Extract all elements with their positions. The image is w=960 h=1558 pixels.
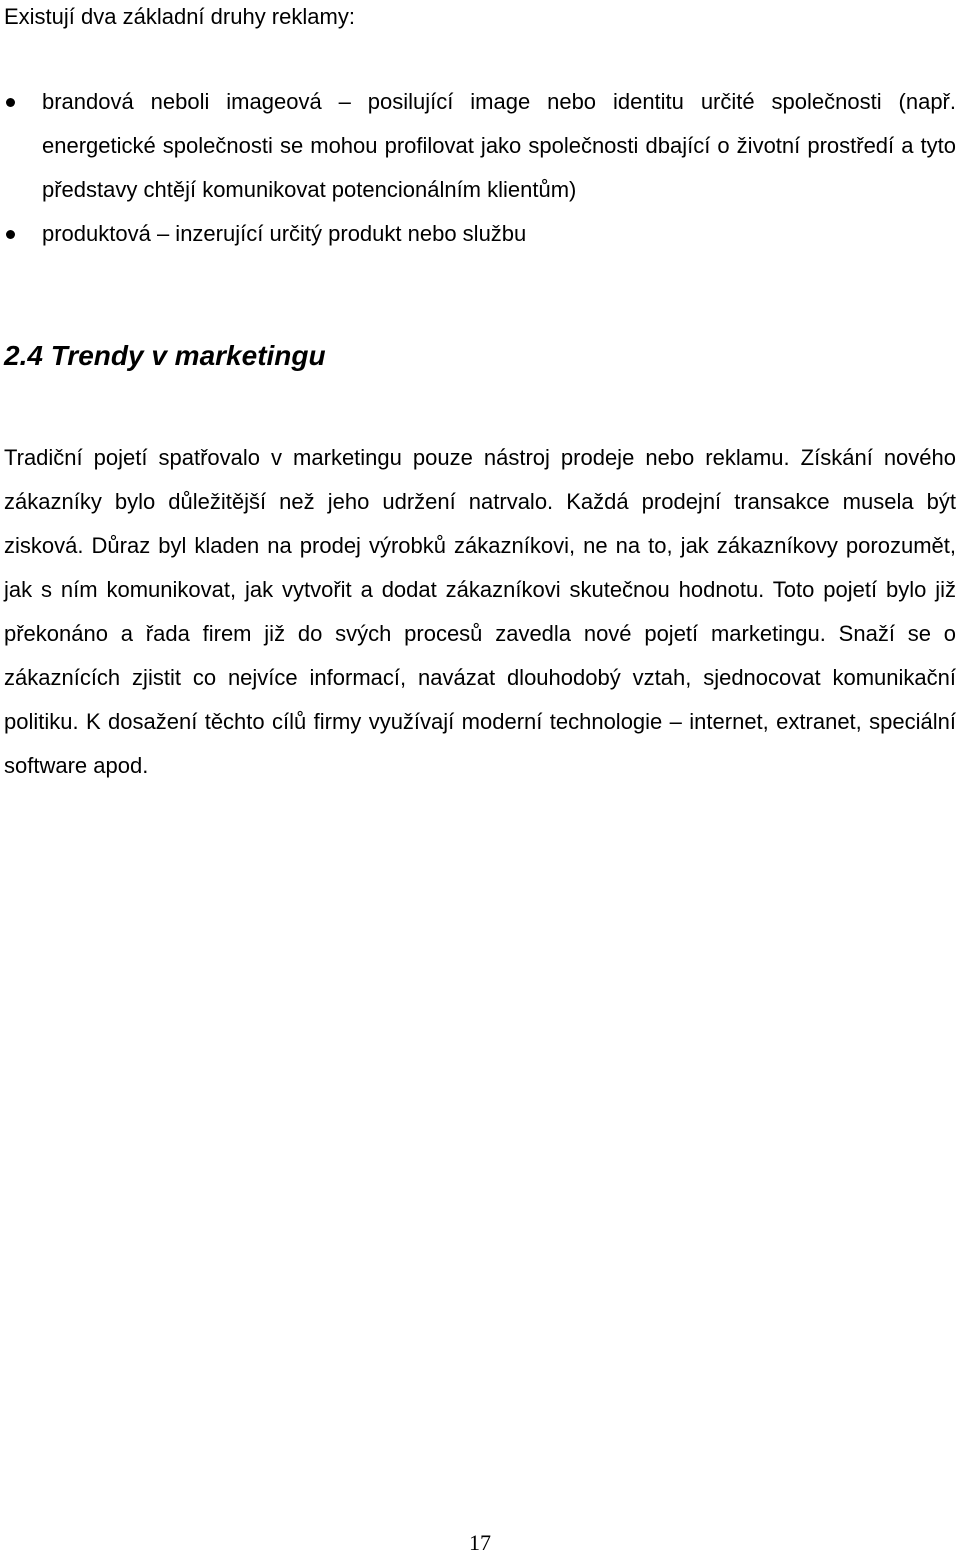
page-number: 17 — [469, 1530, 491, 1555]
list-item-product — [0, 212, 956, 256]
bullet-icon — [6, 230, 15, 239]
list-item-text: produktová – inzerující určitý produkt nebo službu — [42, 221, 527, 246]
intro-sentence: Existují dva základní druhy reklamy: — [4, 4, 355, 29]
advertising-types-list — [0, 80, 956, 256]
section-heading: 2.4 Trendy v marketingu — [4, 340, 326, 371]
list-item-brand — [0, 80, 956, 212]
bullet-icon — [6, 98, 15, 107]
list-item-text: brandová neboli imageová – posilující image nebo identitu určité společnosti (např. energetické společnosti se mohou profilovat jako společnosti dbající o životní prostředí a tyto představy chtějí komunikovat potencionálním klientům) — [42, 89, 956, 202]
section-paragraph: Tradiční pojetí spatřovalo v marketingu pouze nástroj prodeje nebo reklamu. Získání nového zákazníky bylo důležitější než jeho udržení natrvalo. Každá prodejní transakce musela být zisková. Důraz byl kladen na prodej výrobků zákazníkovi, ne na to, jak zákazníkovy porozumět, jak s ním komunikovat, jak vytvořit a dodat zákazníkovi skutečnou hodnotu. Toto pojetí bylo již překonáno a řada firem již do svých procesů zavedla nové pojetí marketingu. Snaží se o zákaznících zjistit co nejvíce informací, navázat dlouhodobý vztah, sjednocovat komunikační politiku. K dosažení těchto cílů firmy využívají moderní technologie – internet, extranet, speciální software apod. — [4, 445, 956, 778]
